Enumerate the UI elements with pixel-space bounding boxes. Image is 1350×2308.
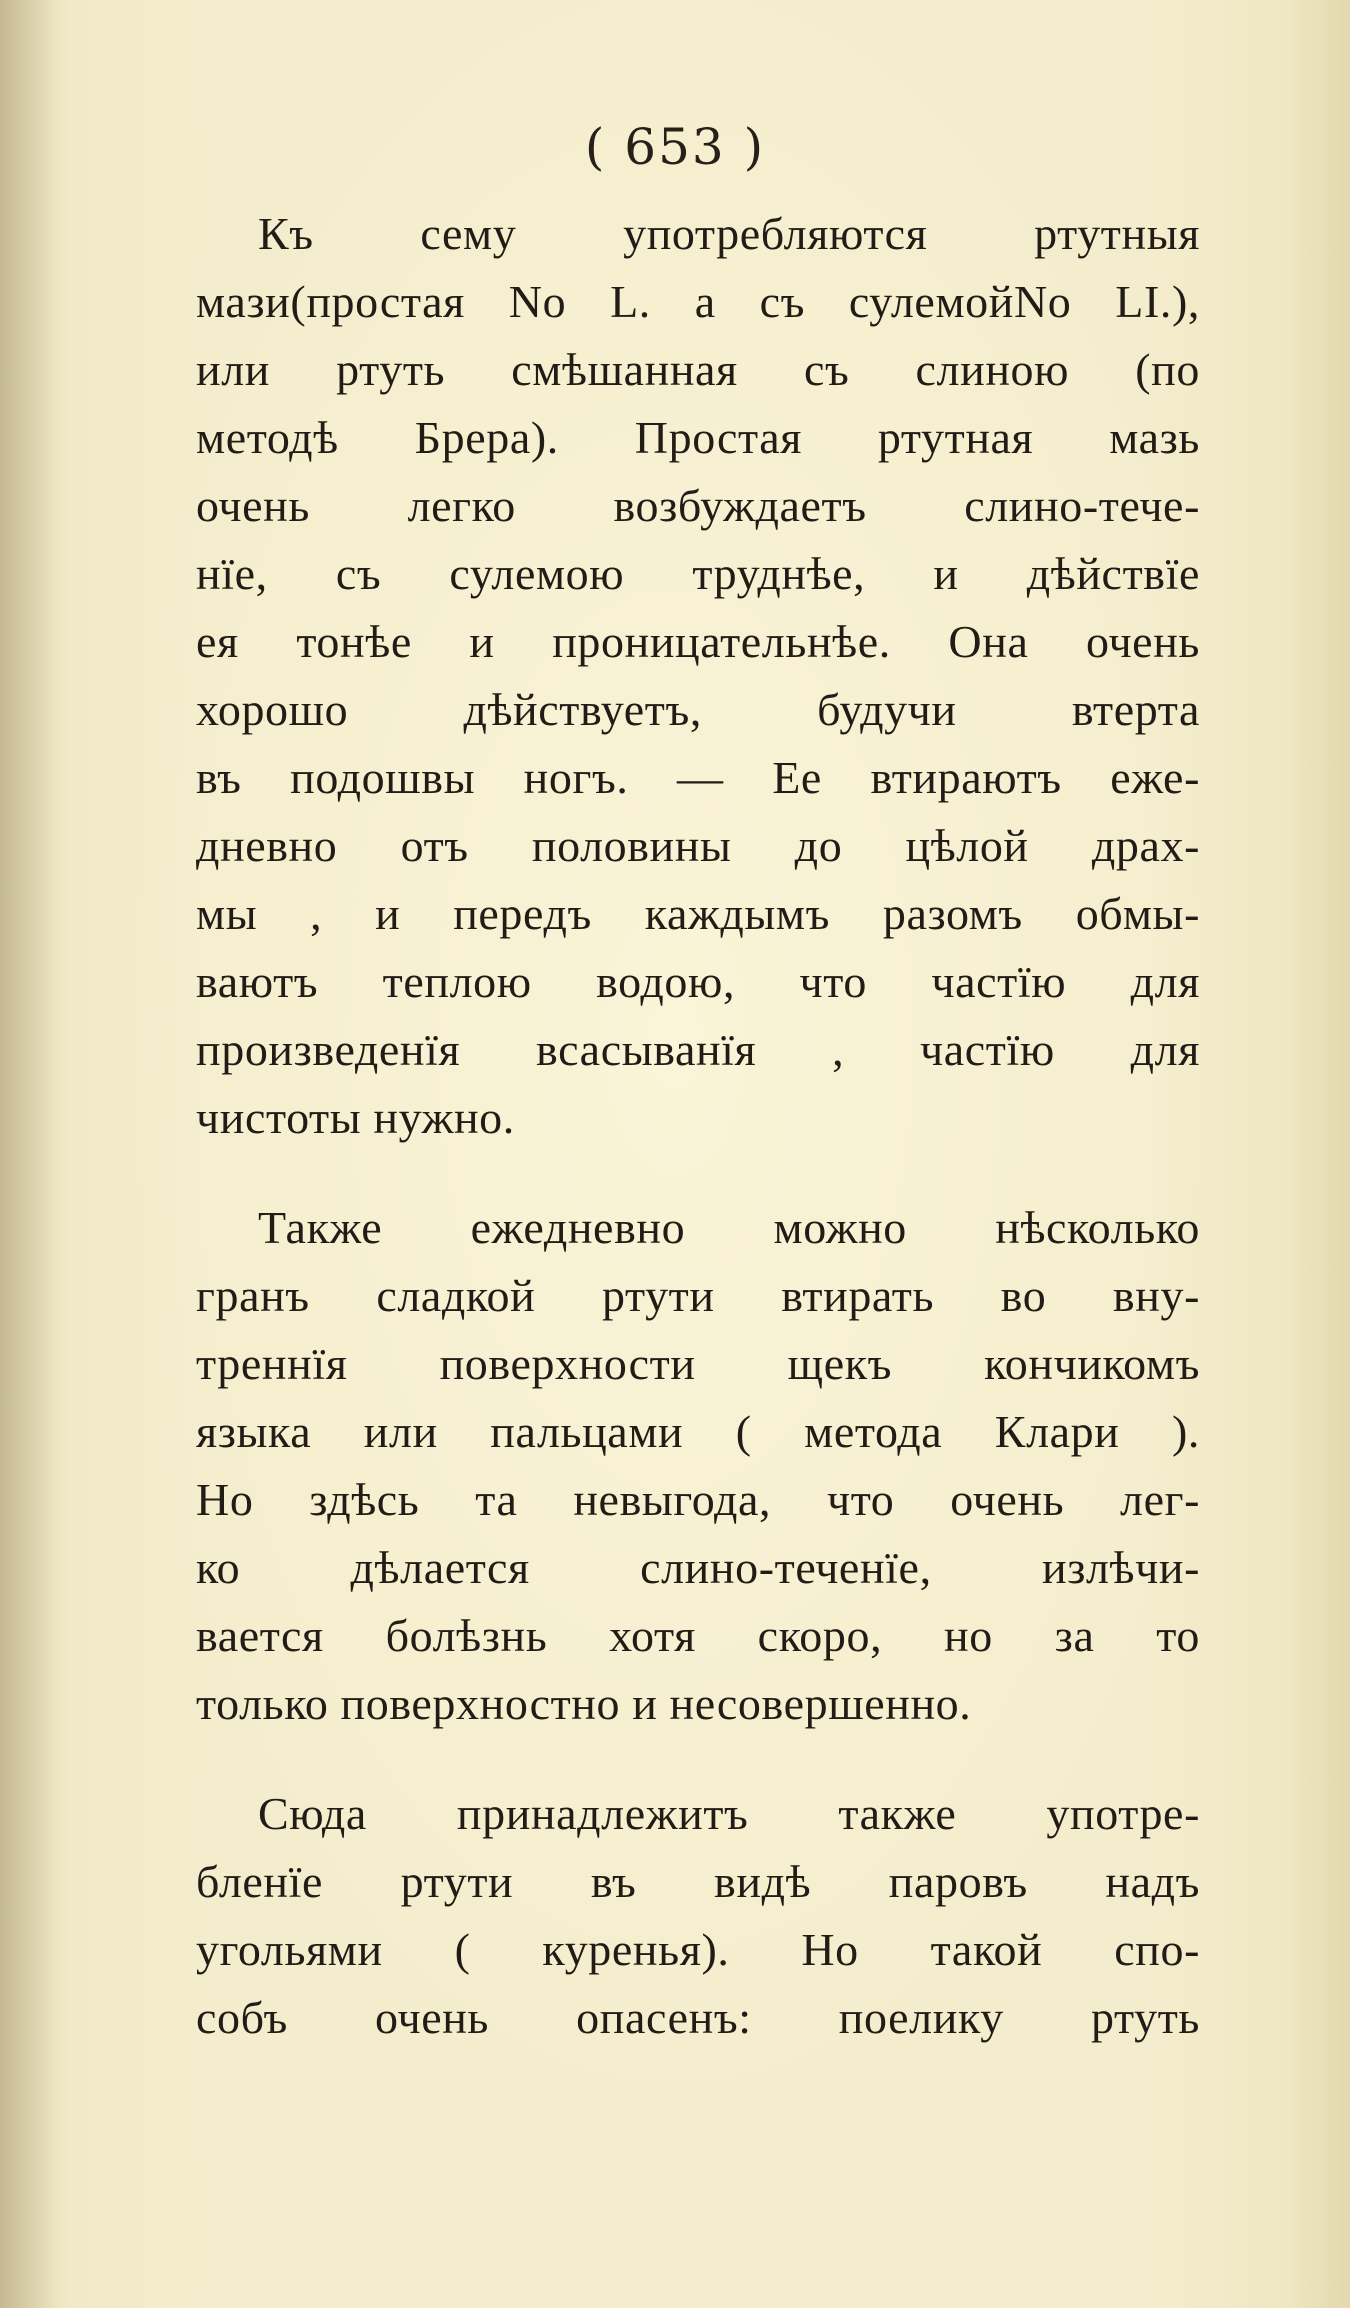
text-line: ко дѣлается слино-теченїе, излѣчи- bbox=[196, 1542, 1200, 1593]
text-line: вается болѣзнь хотя скоро, но за то bbox=[196, 1610, 1200, 1661]
text-line: мази(простая No L. а съ сулемойNo LI.), bbox=[196, 276, 1200, 327]
text-line: языка или пальцами ( метода Клари ). bbox=[196, 1406, 1200, 1457]
text-line: Сюда принадлежитъ также употре- bbox=[258, 1788, 1200, 1839]
text-line: или ртуть смѣшанная съ слиною (по bbox=[196, 344, 1200, 395]
text-line: мы , и передъ каждымъ разомъ обмы- bbox=[196, 888, 1200, 939]
text-line: Также ежедневно можно нѣсколько bbox=[258, 1202, 1200, 1253]
body-text bbox=[196, 200, 1200, 2052]
text-line: въ подошвы ногъ. — Ее втираютъ еже- bbox=[196, 752, 1200, 803]
page-number: ( 653 ) bbox=[584, 118, 766, 176]
paragraph bbox=[196, 1780, 1200, 2052]
text-line: гранъ сладкой ртути втирать во вну- bbox=[196, 1270, 1200, 1321]
text-line: ея тонѣе и проницательнѣе. Она очень bbox=[196, 616, 1200, 667]
text-line: Но здѣсь та невыгода, что очень лег- bbox=[196, 1474, 1200, 1525]
text-line: ваютъ теплою водою, что частїю для bbox=[196, 956, 1200, 1007]
text-line: хорошо дѣйствуетъ, будучи втерта bbox=[196, 684, 1200, 735]
text-line: бленїе ртути въ видѣ паровъ надъ bbox=[196, 1856, 1200, 1907]
text-line: угольями ( куренья). Но такой спо- bbox=[196, 1924, 1200, 1975]
text-line: методѣ Брера). Простая ртутная мазь bbox=[196, 412, 1200, 463]
paragraph bbox=[196, 1194, 1200, 1738]
paragraph bbox=[196, 200, 1200, 1152]
text-line: только поверхностно и несовершенно. bbox=[196, 1678, 972, 1729]
text-line: собъ очень опасенъ: поелику ртуть bbox=[196, 1992, 1200, 2043]
text-line: чистоты нужно. bbox=[196, 1092, 515, 1143]
text-line: треннїя поверхности щекъ кончикомъ bbox=[196, 1338, 1200, 1389]
text-line: произведенїя всасыванїя , частїю для bbox=[196, 1024, 1200, 1075]
text-line: Къ сему употребляются ртутныя bbox=[258, 208, 1200, 259]
text-line: дневно отъ половины до цѣлой драх- bbox=[196, 820, 1200, 871]
text-line: очень легко возбуждаетъ слино-тече- bbox=[196, 480, 1200, 531]
text-line: нїе, съ сулемою труднѣе, и дѣйствїе bbox=[196, 548, 1200, 599]
